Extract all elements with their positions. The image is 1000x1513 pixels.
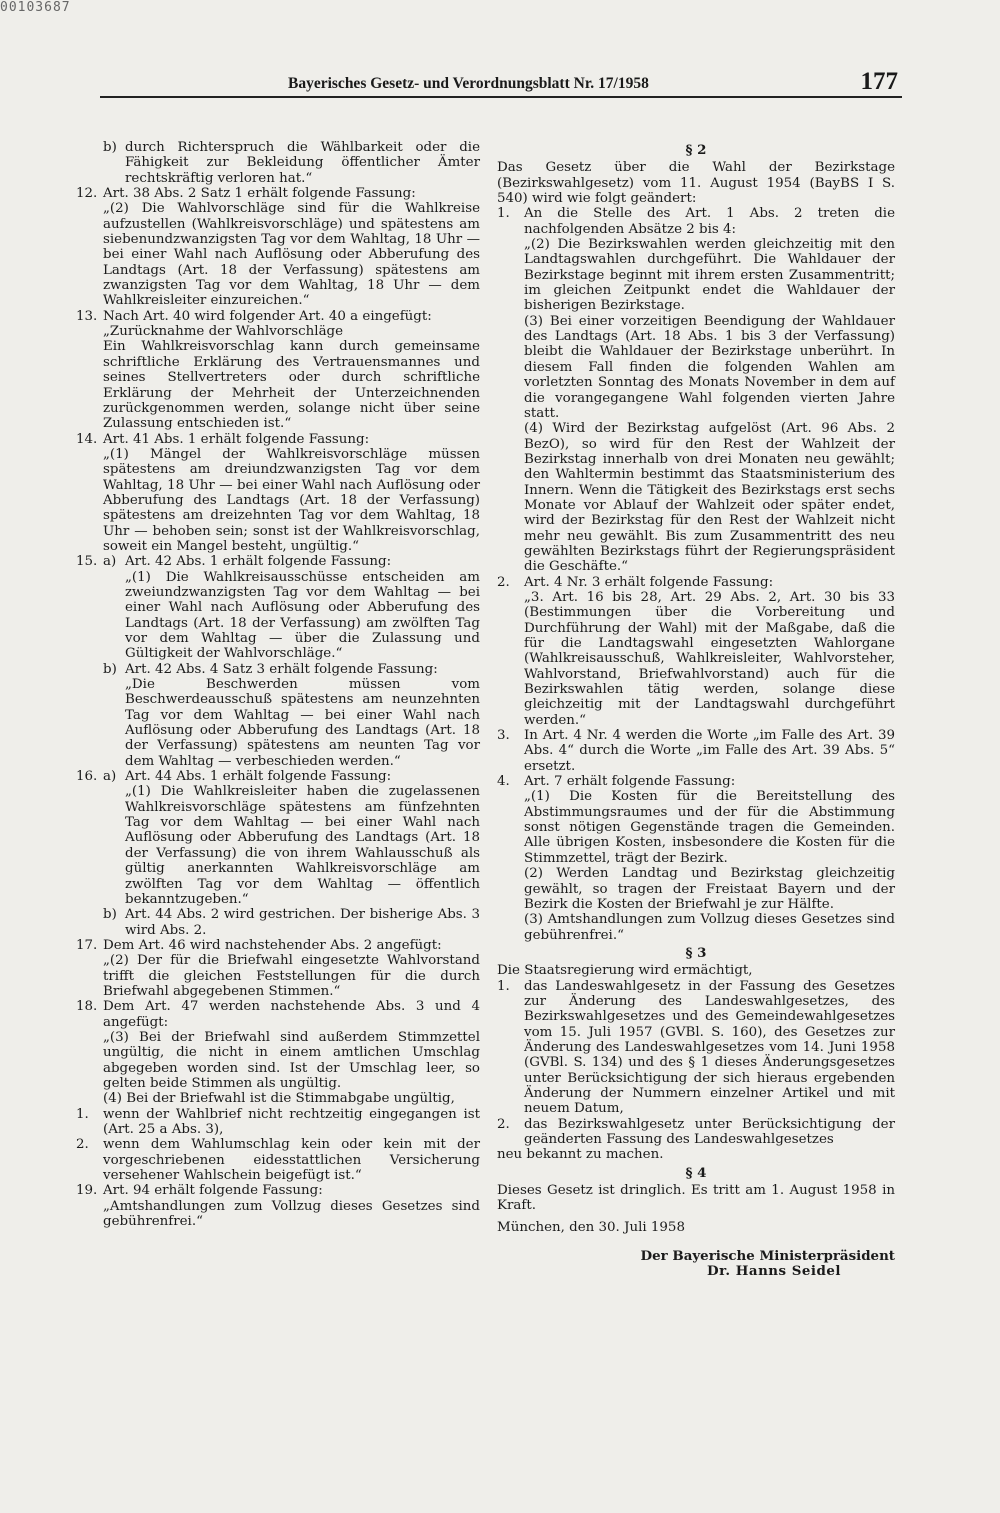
item-number: 2. xyxy=(497,574,510,590)
section-2-intro: Das Gesetz über die Wahl der Bezirkstage (Bezirkswahlgesetz) vom 11. August 1954 (BayBS I S. 540) wird wie folgt geändert: xyxy=(497,160,895,207)
item-text: das Bezirkswahlgesetz unter Berücksichtigung der geänderten Fassung des Landeswahlgesetzes xyxy=(524,1116,895,1147)
item-14-quote: „(1) Mängel der Wahlkreisvorschläge müssen spätestens am dreiundzwanzigsten Tag vor dem Wahltag, 18 Uhr — bei einer Wahl nach Auflösung oder Abberufung des Landtags (Art. 18 der Verfassung) spätestens am dreizehnten Tag vor dem Wahltag, 18 Uhr — behoben sein; sonst ist der Wahlkreisvorschlag, soweit ein Mangel besteht, ungültig.“ xyxy=(103,446,480,554)
signature-name: Dr. Hanns Seidel xyxy=(706,1263,841,1280)
signature-title: Der Bayerische Ministerpräsident xyxy=(640,1248,895,1265)
item-text: wenn dem Wahlumschlag kein oder kein mit der vorgeschriebenen eidesstattlichen Versicherung versehener Wahlschein beigefügt ist.“ xyxy=(103,1137,480,1184)
right-column xyxy=(497,140,895,1280)
item-15b-quote: „Die Beschwerden müssen vom Beschwerdeausschuß spätestens am neunzehnten Tag vor dem Wahltag — bei einer Wahl nach Auflösung oder Abberufung des Landtags (Art. 18 der Verfassung) spätestens am neunten Tag vor dem Wahltag — verbeschieden werden.“ xyxy=(125,677,480,769)
item-text: In Art. 4 Nr. 4 werden die Worte „im Falle des Art. 39 Abs. 4“ durch die Worte „im Falle des Art. 39 Abs. 5“ ersetzt. xyxy=(524,728,895,774)
item-number: 4. xyxy=(497,774,510,790)
s2-item-4-quote-1: „(1) Die Kosten für die Bereitstellung des Abstimmungsraumes und der für die Abstimmung sonst nötigen Gegenstände tragen die Gemeinden. Alle übrigen Kosten, insbesondere die Kosten für die Stimmzettel, trägt der Bezirk. xyxy=(524,789,895,866)
item-18-quote-4: (4) Bei der Briefwahl ist die Stimmabgabe ungültig, xyxy=(103,1091,455,1107)
item-number: 19. xyxy=(76,1183,98,1199)
section-2-heading: § 2 xyxy=(685,142,707,158)
item-16b xyxy=(76,907,480,938)
item-16a xyxy=(76,769,480,784)
s2-item-1 xyxy=(497,206,895,237)
item-text: Dem Art. 46 wird nachstehender Abs. 2 angefügt: xyxy=(103,937,442,953)
section-4-text: Dieses Gesetz ist dringlich. Es tritt am 1. August 1958 in Kraft. xyxy=(497,1183,895,1214)
item-15b xyxy=(76,662,480,677)
item-number: 13. xyxy=(76,308,98,324)
section-4-heading: § 4 xyxy=(685,1164,707,1181)
sub-marker: a) xyxy=(103,769,117,785)
item-17-quote: „(2) Der für die Briefwahl eingesetzte Wahlvorstand trifft die gleichen Feststellungen für die durch Briefwahl abgegebenen Stimmen.“ xyxy=(103,953,480,999)
s2-item-1-quote-3: (3) Bei einer vorzeitigen Beendigung der Wahldauer des Landtags (Art. 18 Abs. 1 bis 3 der Verfassung) bleibt die Wahldauer der Bezirkstage unberührt. In diesem Fall finden die folgenden Wahlen am vorletzten Sonntag des Monats November in dem auf die vorangegangene Wahl folgenden vierten Jahre statt. xyxy=(524,313,895,421)
journal-title: Bayerisches Gesetz- und Verordnungsblatt Nr. 17/1958 xyxy=(288,75,649,92)
item-number: 17. xyxy=(76,937,98,953)
item-text: Art. 4 Nr. 3 erhält folgende Fassung: xyxy=(524,574,774,590)
item-number: 18. xyxy=(76,999,98,1015)
s2-item-3 xyxy=(497,728,895,774)
item-19 xyxy=(76,1183,480,1198)
item-15a xyxy=(76,554,480,569)
item-12-quote: „(2) Die Wahlvorschläge sind für die Wahlkreise aufzustellen (Wahlkreisvorschläge) und spätestens am siebenundzwanzigsten Tag vor dem Wahltag, 18 Uhr — bei einer Wahl nach Auflösung oder Abberufung des Landtags (Art. 18 der Verfassung) spätestens am zwanzigsten Tag vor dem Wahltag, 18 Uhr — dem Wahlkreisleiter einzureichen.“ xyxy=(103,201,480,309)
page-number: 177 xyxy=(860,68,898,95)
s3-item-2 xyxy=(497,1117,895,1148)
item-14 xyxy=(76,432,480,447)
s3-item-1 xyxy=(497,979,895,1117)
item-17 xyxy=(76,938,480,953)
item-text: Art. 42 Abs. 4 Satz 3 erhält folgende Fassung: xyxy=(125,661,438,677)
item-number: 1. xyxy=(497,206,510,222)
item-text: Nach Art. 40 wird folgender Art. 40 a eingefügt: xyxy=(103,308,432,324)
item-16a-quote: „(1) Die Wahlkreisleiter haben die zugelassenen Wahlkreisvorschläge spätestens am fünfzehnten Tag vor dem Wahltag — bei einer Wahl nach Auflösung oder Abberufung des Landtags (Art. 18 der Verfassung) die von ihrem Wahlausschuß als gültig anerkannten Wahlkreisvorschläge am zwölften Tag vor dem Wahltag — öffentlich bekanntzugeben.“ xyxy=(125,784,480,907)
item-text: Art. 44 Abs. 1 erhält folgende Fassung: xyxy=(125,769,392,785)
item-19-quote: „Amtshandlungen zum Vollzug dieses Gesetzes sind gebührenfrei.“ xyxy=(103,1198,480,1230)
item-b-continued xyxy=(76,140,480,186)
item-13-quote-heading: „Zurücknahme der Wahlvorschläge xyxy=(103,324,344,340)
item-number: 3. xyxy=(497,728,510,744)
sub-marker: b) xyxy=(103,907,117,923)
s2-item-4 xyxy=(497,774,895,789)
item-number: 14. xyxy=(76,431,98,447)
item-13-quote-body: Ein Wahlkreisvorschlag kann durch gemeinsame schriftliche Erklärung des Vertrauensmannes und seines Stellvertreters oder durch schriftliche Erklärung der Mehrheit der Unterzeichnenden zurückgenommen werden, solange nicht über seine Zulassung entschieden ist.“ xyxy=(103,339,480,432)
scan-id: 00103687 xyxy=(0,0,71,15)
page-header xyxy=(100,70,902,96)
item-13 xyxy=(76,309,480,324)
item-number: 1. xyxy=(76,1106,89,1122)
item-15a-quote: „(1) Die Wahlkreisausschüsse entscheiden am zweiundzwanzigsten Tag vor dem Wahltag — bei einer Wahl nach Auflösung oder Abberufung des Landtags (Art. 18 der Verfassung) am zwölften Tag vor dem Wahltag — über die Zulassung und Gültigkeit der Wahlvorschläge.“ xyxy=(125,569,480,662)
item-text: Art. 44 Abs. 2 wird gestrichen. Der bisherige Abs. 3 wird Abs. 2. xyxy=(125,907,480,938)
item-18-sub-1 xyxy=(76,1107,480,1138)
item-text: wenn der Wahlbrief nicht rechtzeitig eingegangen ist (Art. 25 a Abs. 3), xyxy=(103,1106,480,1137)
item-number: 1. xyxy=(497,978,510,994)
header-rule xyxy=(100,96,902,98)
item-18-quote-3: „(3) Bei der Briefwahl sind außerdem Stimmzettel ungültig, die nicht in einem amtlichen Umschlag abgegeben worden sind. Ist der Umschlag leer, so gelten beide Stimmen als ungültig. xyxy=(103,1029,480,1091)
date-line: München, den 30. Juli 1958 xyxy=(497,1219,685,1235)
section-3-end: neu bekannt zu machen. xyxy=(497,1147,664,1163)
s2-item-1-quote-4: (4) Wird der Bezirkstag aufgelöst (Art. 96 Abs. 2 BezO), so wird für den Rest der Wahlzeit der Bezirkstag innerhalb von drei Monaten neu gewählt; den Wahltermin bestimmt das Staatsministerium des Innern. Wenn die Tätigkeit des Bezirkstags erst sechs Monate vor Ablauf der Wahlzeit oder später endet, wird der Bezirkstag für den Rest der Wahlzeit nicht mehr neu gewählt. Bis zum Zusammentritt des neu gewählten Bezirkstags führt der Regierungspräsident die Geschäfte.“ xyxy=(524,421,895,575)
item-text: Art. 38 Abs. 2 Satz 1 erhält folgende Fassung: xyxy=(103,186,416,202)
item-number: 2. xyxy=(76,1137,89,1153)
item-12 xyxy=(76,186,480,201)
item-18 xyxy=(76,999,480,1030)
section-3-intro: Die Staatsregierung wird ermächtigt, xyxy=(497,963,753,979)
item-text: Dem Art. 47 werden nachstehende Abs. 3 und 4 angefügt: xyxy=(103,999,480,1030)
s2-item-4-quote-3: (3) Amtshandlungen zum Vollzug dieses Gesetzes sind gebührenfrei.“ xyxy=(524,912,895,943)
item-number: 2. xyxy=(497,1116,510,1132)
item-text: Art. 41 Abs. 1 erhält folgende Fassung: xyxy=(103,431,370,447)
item-text: Art. 94 erhält folgende Fassung: xyxy=(103,1183,323,1199)
item-text: durch Richterspruch die Wählbarkeit oder die Fähigkeit zur Bekleidung öffentlicher Ämter rechtskräftig verloren hat.“ xyxy=(125,140,480,186)
sub-marker: a) xyxy=(103,554,117,570)
s2-item-1-quote-2: „(2) Die Bezirkswahlen werden gleichzeitig mit den Landtagswahlen durchgeführt. Die Wahldauer der Bezirkstage beginnt mit ihrem ersten Zusammentritt; im gleichen Zeitpunkt endet die Wahldauer der bisherigen Bezirkstage. xyxy=(524,237,895,314)
s2-item-2 xyxy=(497,575,895,590)
item-text: Art. 42 Abs. 1 erhält folgende Fassung: xyxy=(125,554,392,570)
item-text: An die Stelle des Art. 1 Abs. 2 treten die nachfolgenden Absätze 2 bis 4: xyxy=(524,206,895,237)
s2-item-2-quote: „3. Art. 16 bis 28, Art. 29 Abs. 2, Art. 30 bis 33 (Bestimmungen über die Vorbereitung und Durchführung der Wahl) mit der Maßgabe, daß die für die Landtagswahl eingesetzten Wahlorgane (Wahlkreisausschuß, Wahlkreisleiter, Wahlvorsteher, Wahlvorstand, Briefwahlvorstand) auch für die Bezirkswahlen tätig werden, solange diese gleichzeitig mit der Landtagswahl durchgeführt werden.“ xyxy=(524,589,895,728)
item-number: 12. xyxy=(76,186,98,202)
item-number: 15. xyxy=(76,554,98,570)
section-3-heading: § 3 xyxy=(685,944,707,961)
item-marker: b) xyxy=(103,140,117,155)
item-text: Art. 7 erhält folgende Fassung: xyxy=(524,774,736,790)
s2-item-4-quote-2: (2) Werden Landtag und Bezirkstag gleichzeitig gewählt, so tragen der Freistaat Bayern und der Bezirk die Kosten der Briefwahl je zur Hälfte. xyxy=(524,866,895,912)
item-number: 16. xyxy=(76,769,98,785)
sub-marker: b) xyxy=(103,661,117,677)
left-column xyxy=(76,140,480,1229)
item-18-sub-2 xyxy=(76,1137,480,1183)
item-text: das Landeswahlgesetz in der Fassung des Gesetzes zur Änderung des Landeswahlgesetzes, des Bezirkswahlgesetzes und des Gemeindewahlgesetzes vom 15. Juli 1957 (GVBl. S. 160), des Gesetzes zur Änderung des Landeswahlgesetzes vom 14. Juni 1958 (GVBl. S. 134) und des § 1 dieses Änderungsgesetzes unter Berücksichtigung der sich hieraus ergebenden Änderung der Nummern einzelner Artikel und mit neuem Datum, xyxy=(524,978,895,1117)
